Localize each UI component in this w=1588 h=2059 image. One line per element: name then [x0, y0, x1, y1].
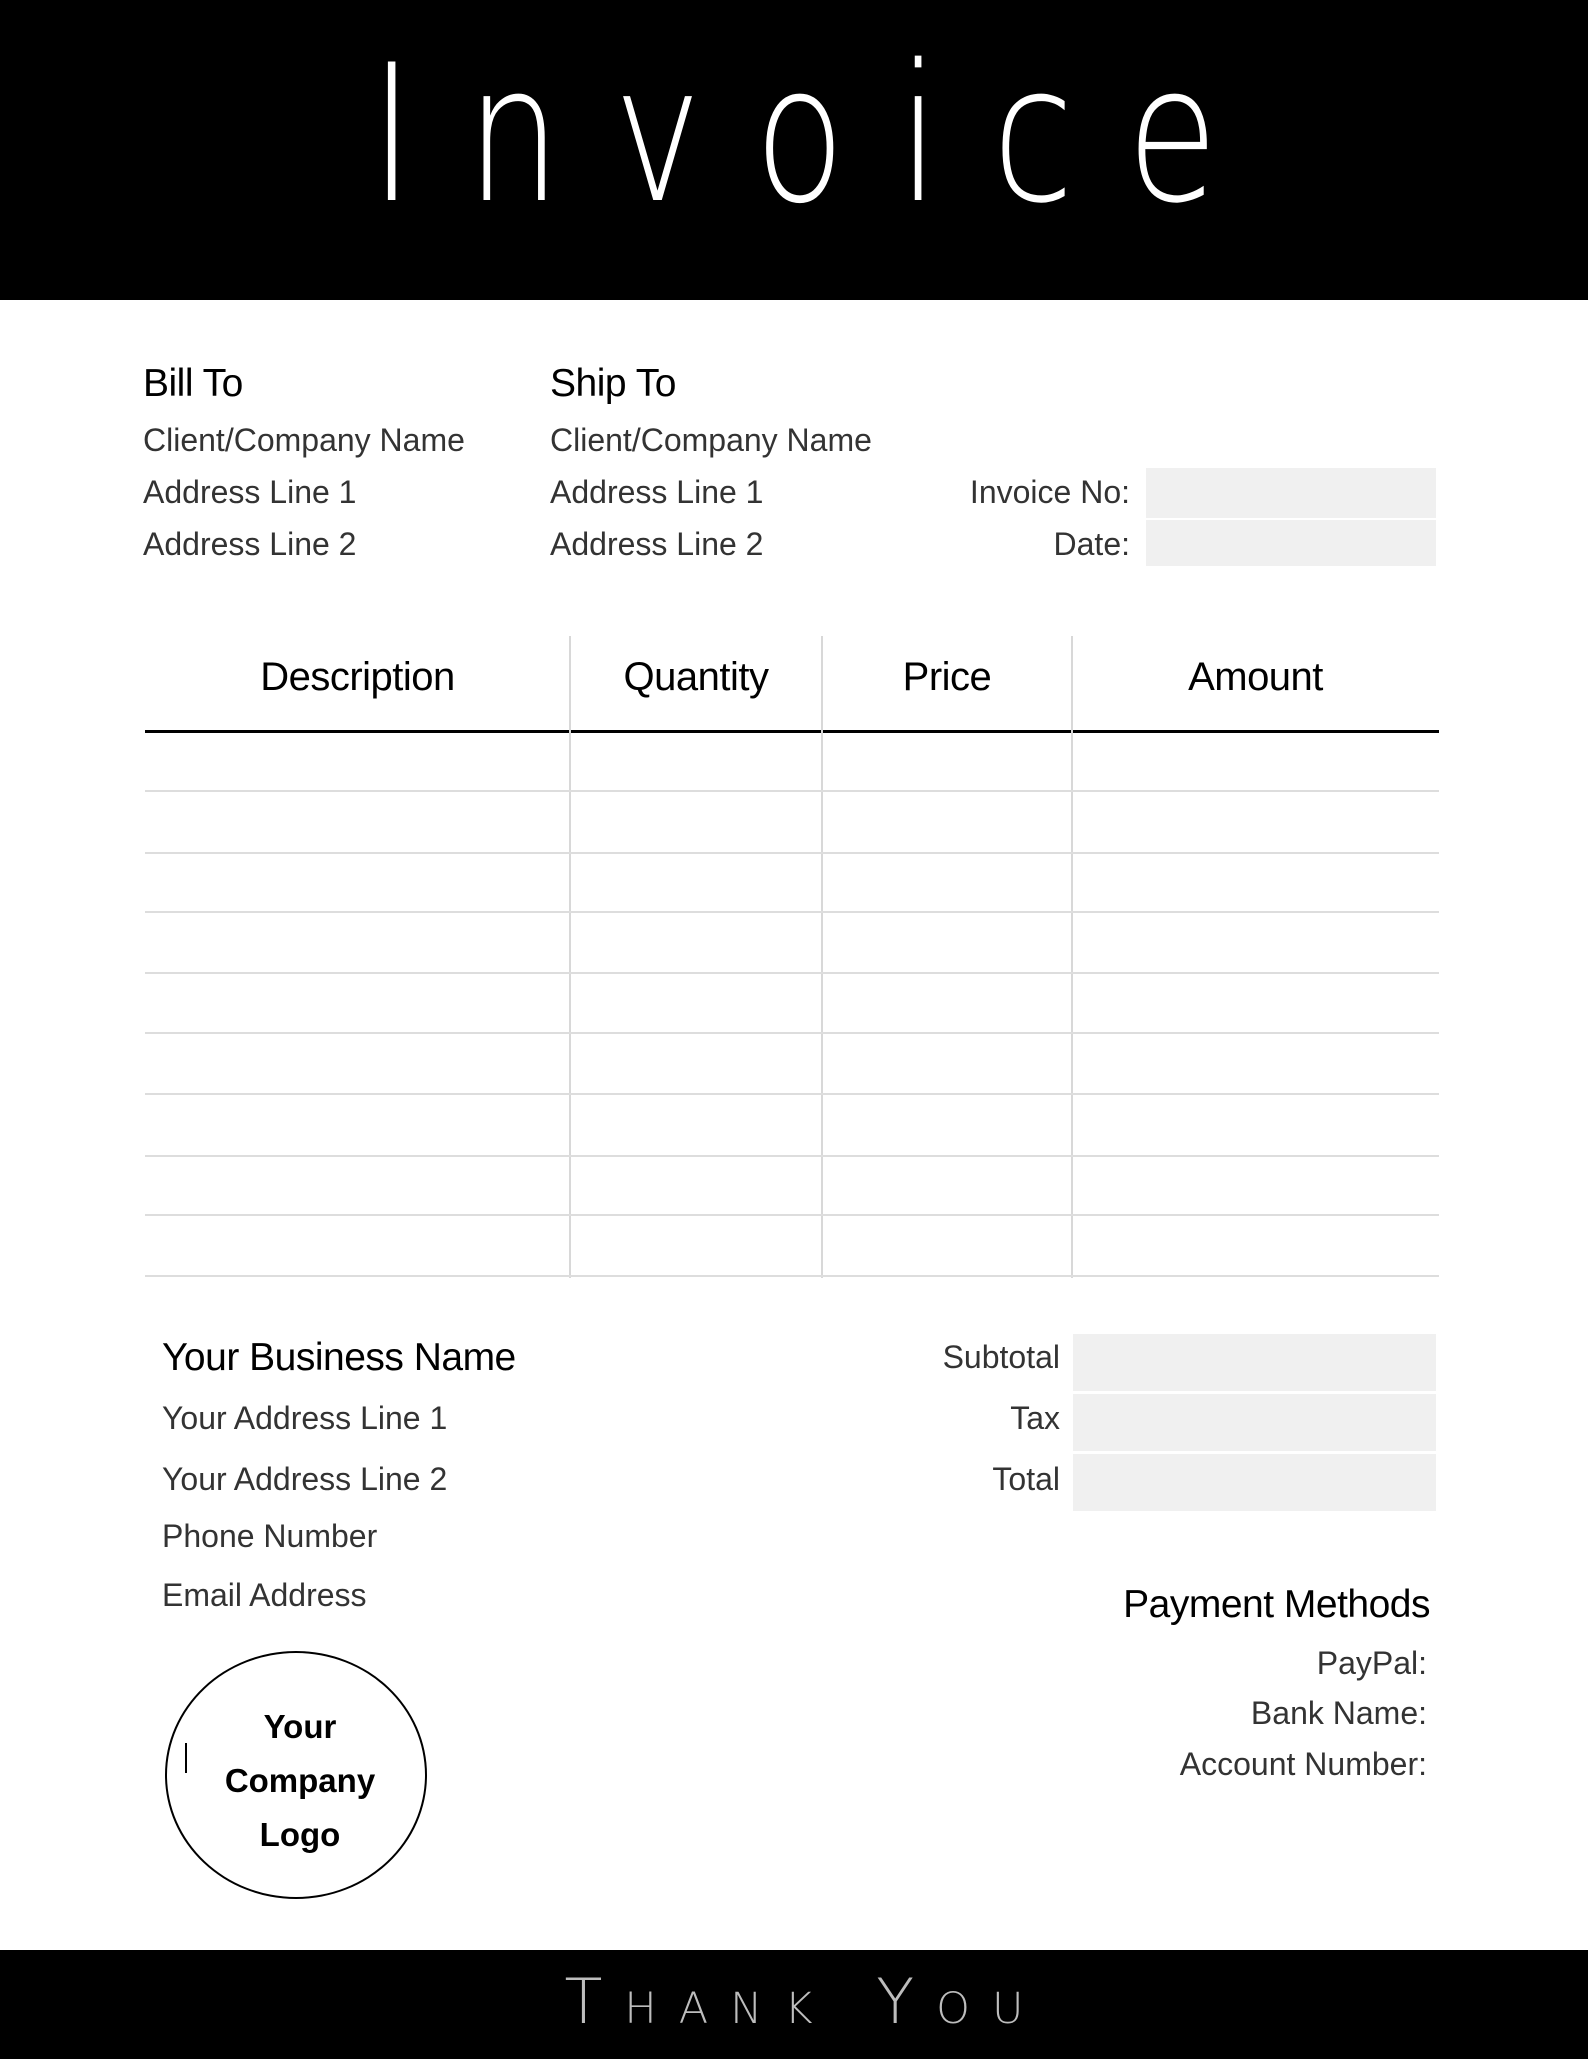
invoice-title: Invoice — [369, 24, 1272, 245]
total-label: Total — [992, 1461, 1060, 1497]
business-address-2[interactable]: Your Address Line 2 — [162, 1461, 448, 1497]
bill-to-address-2[interactable]: Address Line 2 — [143, 526, 357, 562]
column-header-amount: Amount — [1188, 655, 1323, 699]
invoice-no-label: Invoice No: — [969, 474, 1130, 510]
table-header-rule — [145, 730, 1439, 733]
business-address-1[interactable]: Your Address Line 1 — [162, 1400, 448, 1436]
row-divider — [145, 911, 1439, 913]
company-logo-text: Your Company Logo — [224, 1708, 376, 1853]
tax-field[interactable] — [1073, 1394, 1436, 1451]
date-field[interactable] — [1146, 520, 1436, 566]
row-divider — [145, 1093, 1439, 1095]
bill-to-name[interactable]: Client/Company Name — [143, 422, 465, 458]
text-cursor — [185, 1743, 187, 1773]
column-header-price: Price — [902, 655, 992, 699]
date-label: Date: — [1053, 526, 1130, 562]
row-divider — [145, 790, 1439, 792]
paypal-label: PayPal: — [1316, 1645, 1427, 1681]
column-header-quantity: Quantity — [623, 655, 769, 699]
ship-to-address-1[interactable]: Address Line 1 — [550, 474, 764, 510]
invoice-no-field[interactable] — [1146, 468, 1436, 518]
column-divider — [821, 636, 823, 1278]
row-divider — [145, 972, 1439, 974]
total-field[interactable] — [1073, 1454, 1436, 1511]
subtotal-label: Subtotal — [942, 1339, 1060, 1375]
row-divider — [145, 1032, 1439, 1034]
row-divider — [145, 852, 1439, 854]
business-name[interactable]: Your Business Name — [162, 1336, 516, 1379]
business-email[interactable]: Email Address — [162, 1577, 367, 1613]
business-phone[interactable]: Phone Number — [162, 1518, 378, 1554]
bank-name-label: Bank Name: — [1250, 1695, 1427, 1731]
row-divider — [145, 1275, 1439, 1277]
bill-to-address-1[interactable]: Address Line 1 — [143, 474, 357, 510]
bill-to-heading: Bill To — [143, 362, 243, 405]
ship-to-heading: Ship To — [550, 362, 676, 405]
column-divider — [1071, 636, 1073, 1278]
row-divider — [145, 1155, 1439, 1157]
ship-to-name[interactable]: Client/Company Name — [550, 422, 872, 458]
subtotal-field[interactable] — [1073, 1334, 1436, 1391]
payment-methods-heading: Payment Methods — [1123, 1583, 1430, 1626]
ship-to-address-2[interactable]: Address Line 2 — [550, 526, 764, 562]
column-divider — [569, 636, 571, 1278]
account-number-label: Account Number: — [1179, 1746, 1427, 1782]
tax-label: Tax — [1010, 1400, 1060, 1436]
thank-you-text: Thank You — [564, 1965, 1046, 2038]
column-header-description: Description — [260, 655, 455, 699]
row-divider — [145, 1214, 1439, 1216]
